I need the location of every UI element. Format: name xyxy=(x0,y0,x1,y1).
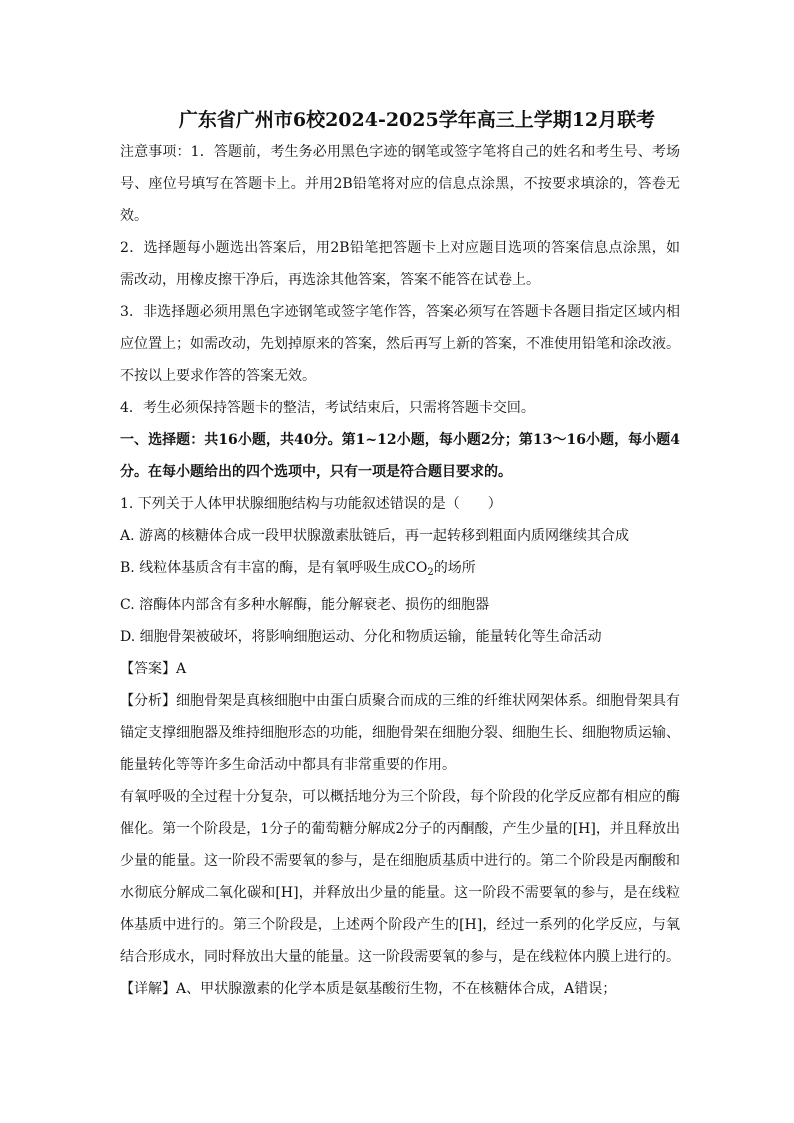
analysis-paragraph-1: 【分析】细胞骨架是真核细胞中由蛋白质聚合而成的三维的纤维状网架体系。细胞骨架具有锚定支撑细胞器及维持细胞形态的功能，细胞骨架在细胞分裂、细胞生长、细胞物质运输、能量转化等等许多生命活动中都具有非常重要的作用。 xyxy=(120,693,680,773)
detail-paragraph: 【详解】A、甲状腺激素的化学本质是氨基酸衍生物，不在核糖体合成，A错误； xyxy=(120,981,617,997)
option-a: A. 游离的核糖体合成一段甲状腺激素肽链后，再一起转移到粗面内质网继续其合成 xyxy=(120,528,630,544)
option-d: D. 细胞骨架被破坏，将影响细胞运动、分化和物质运输，能量转化等生命活动 xyxy=(120,629,602,645)
notice-item-1: 注意事项：1．答题前，考生务必用黑色字迹的钢笔或签字笔将自己的姓名和考生号、考场号、座位号填写在答题卡上。并用2B铅笔将对应的信息点涂黑，不按要求填涂的，答卷无效。 xyxy=(120,144,680,224)
page-title: 广东省广州市6校2024-2025学年高三上学期12月联考 xyxy=(178,109,656,131)
notice-item-4: 4．考生必须保持答题卡的整洁，考试结束后，只需将答题卡交回。 xyxy=(120,400,535,416)
question-1 xyxy=(120,488,680,653)
option-b-text: B. 线粒体基质含有丰富的酶，是有氧呼吸生成CO xyxy=(120,560,428,576)
option-c: C. 溶酶体内部含有多种水解酶，能分解衰老、损伤的细胞器 xyxy=(120,597,490,613)
question-stem: 1. 下列关于人体甲状腺细胞结构与功能叙述错误的是（ ） xyxy=(120,496,502,512)
notice-section xyxy=(120,136,680,424)
notice-item-3: 3．非选择题必须用黑色字迹钢笔或签字笔作答，答案必须写在答题卡各题目指定区域内相应位置上；如需改动，先划掉原来的答案，然后再写上新的答案，不准使用铅笔和涂改液。不按以上要求作答的答案无效。 xyxy=(120,304,680,384)
option-b xyxy=(120,552,680,589)
section-heading: 一、选择题：共16小题，共40分。第1~12小题，每小题2分；第13～16小题，每小题4分。在每小题给出的四个选项中，只有一项是符合题目要求的。 xyxy=(120,432,680,480)
option-b-subscript: 2 xyxy=(427,567,434,578)
analysis-paragraph-2: 有氧呼吸的全过程十分复杂，可以概括地分为三个阶段，每个阶段的化学反应都有相应的酶催化。第一个阶段是，1分子的葡萄糖分解成2分子的丙酮酸，产生少量的[H]，并且释放出少量的能量。这一阶段不需要氧的参与，是在细胞质基质中进行的。第二个阶段是丙酮酸和水彻底分解成二氧化碳和[H]，并释放出少量的能量。这一阶段不需要氧的参与，是在线粒体基质中进行的。第三个阶段是，上述两个阶段产生的[H]，经过一系列的化学反应，与氧结合形成水，同时释放出大量的能量。这一阶段需要氧的参与，是在线粒体内膜上进行的。 xyxy=(120,789,680,965)
answer: 【答案】A xyxy=(120,661,187,677)
option-b-text-end: 的场所 xyxy=(433,560,476,576)
notice-item-2: 2．选择题每小题选出答案后，用2B铅笔把答题卡上对应题目选项的答案信息点涂黑，如需改动，用橡皮擦干净后，再选涂其他答案，答案不能答在试卷上。 xyxy=(120,240,680,288)
